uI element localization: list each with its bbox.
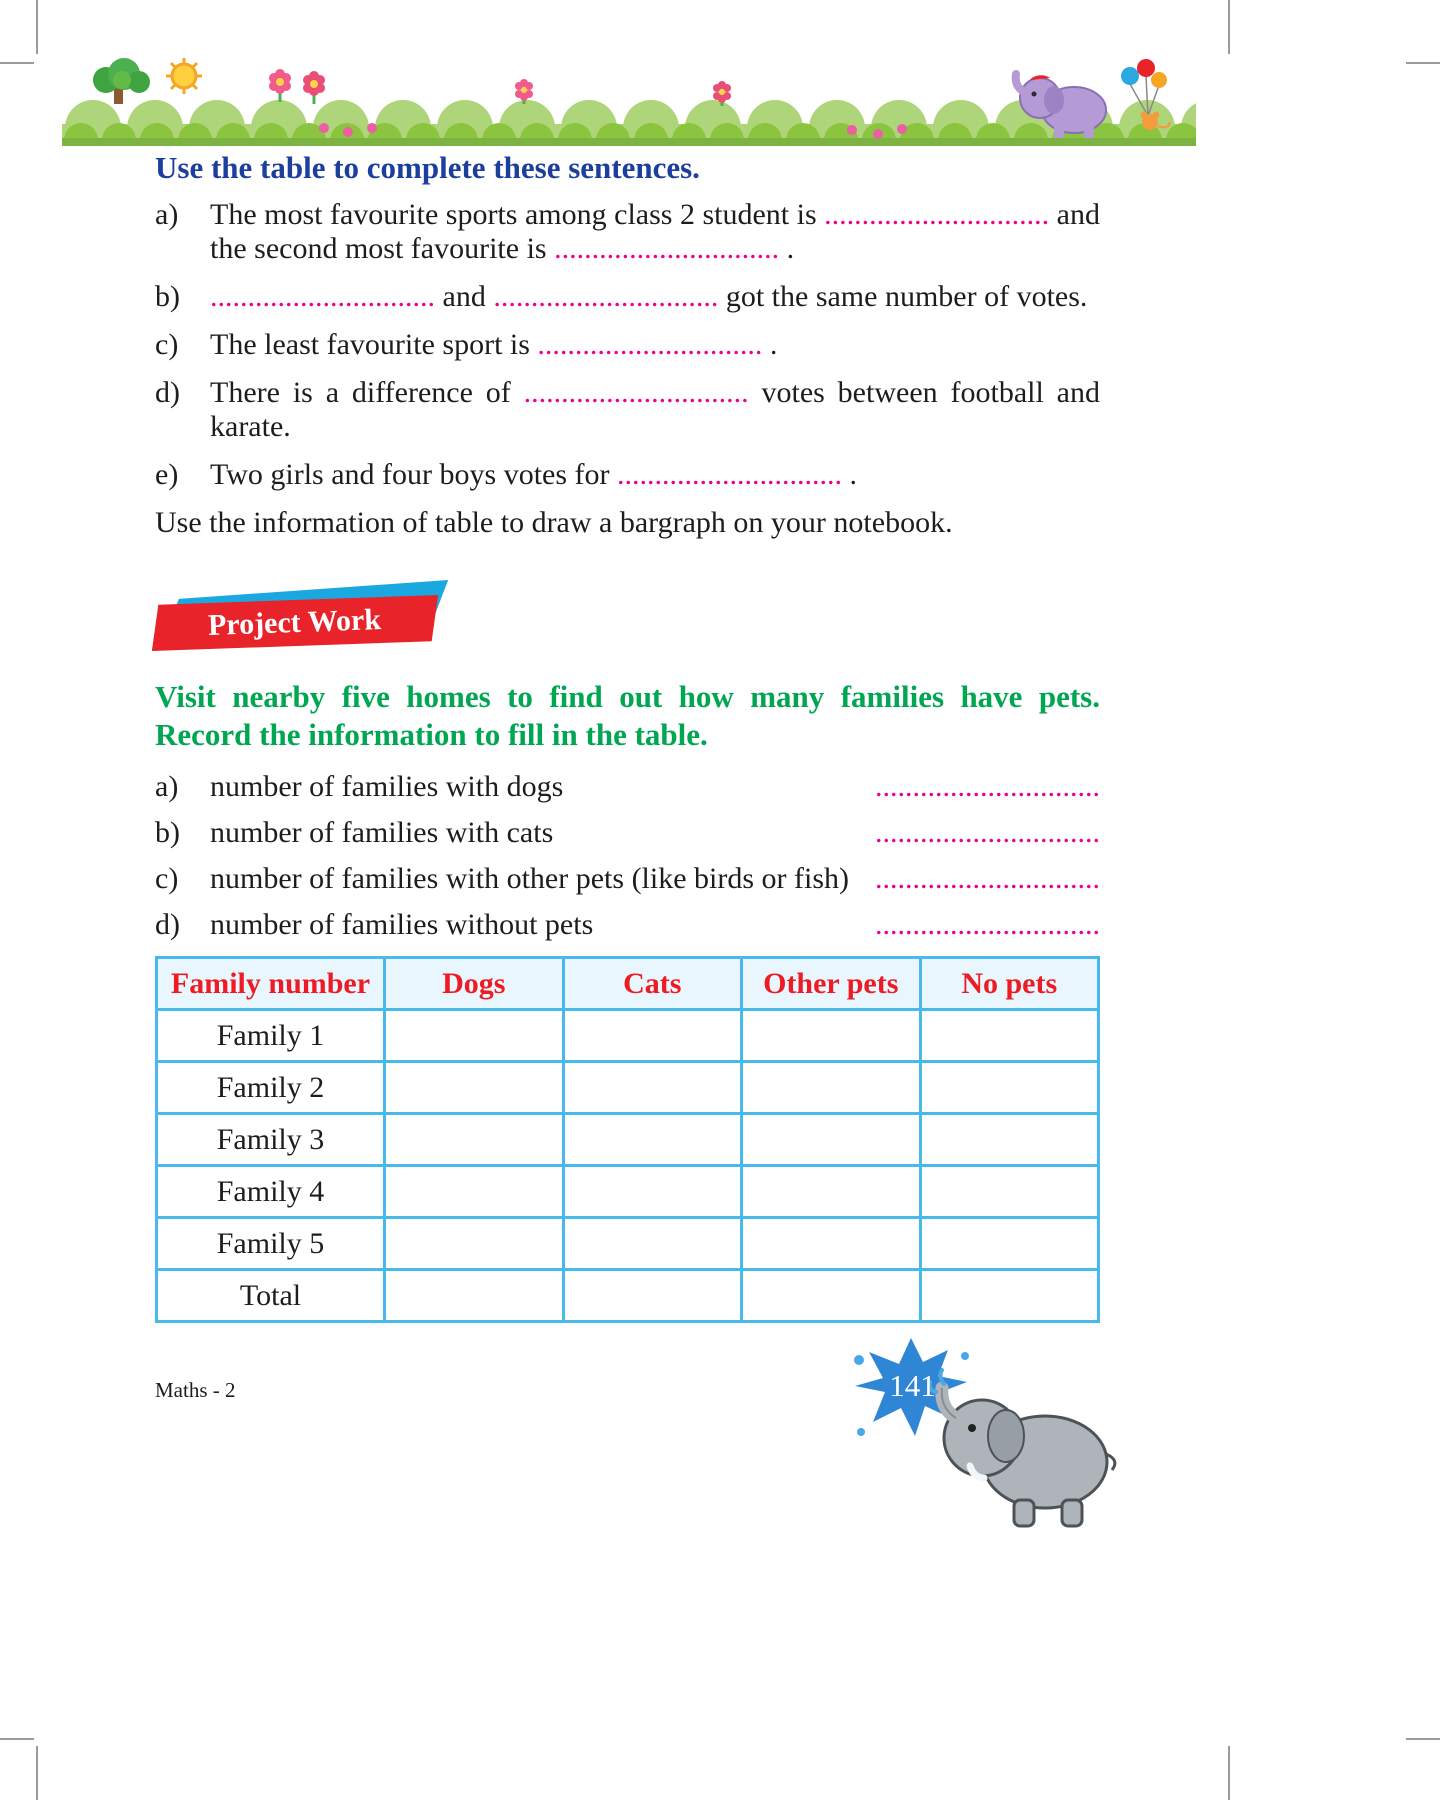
table-header-cell: Dogs bbox=[385, 958, 564, 1010]
bargraph-note: Use the information of table to draw a bargraph on your notebook. bbox=[155, 506, 953, 539]
pets-item-d bbox=[155, 908, 1100, 942]
sentence-item-c bbox=[155, 328, 1100, 362]
empty-cell bbox=[742, 1218, 921, 1270]
pets-question-list bbox=[155, 770, 1100, 942]
book-label: Maths - 2 bbox=[155, 1378, 236, 1402]
item-letter: a) bbox=[155, 198, 179, 231]
empty-cell bbox=[563, 1114, 742, 1166]
item-letter: b) bbox=[155, 816, 180, 849]
item-letter: a) bbox=[155, 770, 179, 803]
item-letter: d) bbox=[155, 376, 180, 409]
empty-cell bbox=[742, 1270, 921, 1322]
empty-cell bbox=[563, 1062, 742, 1114]
crop-mark bbox=[0, 1738, 34, 1740]
item-text: number of families with dogs bbox=[210, 770, 564, 803]
empty-cell bbox=[563, 1166, 742, 1218]
text-fragment: and the second most favourite is bbox=[210, 198, 1100, 265]
table-header-cell: No pets bbox=[920, 958, 1099, 1010]
blank-line: .............................. bbox=[537, 328, 763, 361]
text-fragment: votes between football and karate. bbox=[210, 376, 1100, 443]
empty-cell bbox=[920, 1218, 1099, 1270]
text-fragment: got the same number of votes. bbox=[718, 280, 1088, 313]
text-fragment: . bbox=[779, 232, 795, 265]
item-letter: c) bbox=[155, 328, 179, 361]
crop-mark bbox=[1406, 1738, 1440, 1740]
text-fragment: The most favourite sports among class 2 student is bbox=[210, 198, 825, 231]
empty-cell bbox=[742, 1166, 921, 1218]
project-instruction: Visit nearby five homes to find out how many families have pets. Record the information to fill in the table. bbox=[155, 679, 1100, 752]
empty-cell bbox=[385, 1166, 564, 1218]
table-row bbox=[157, 1166, 1099, 1218]
table-header-row bbox=[157, 958, 1099, 1010]
section-heading: Use the table to complete these sentences. bbox=[155, 150, 700, 185]
item-text bbox=[210, 198, 1100, 266]
item-text bbox=[210, 328, 1100, 362]
blank-line: .............................. bbox=[875, 770, 1100, 803]
pets-item-b bbox=[155, 816, 1100, 850]
empty-cell bbox=[742, 1114, 921, 1166]
page-number: 141 bbox=[889, 1368, 936, 1403]
text-fragment: and bbox=[435, 280, 494, 313]
sentence-item-b bbox=[155, 280, 1100, 314]
empty-cell bbox=[385, 1270, 564, 1322]
empty-cell bbox=[920, 1166, 1099, 1218]
row-label-cell: Family 4 bbox=[157, 1166, 385, 1218]
row-label-cell: Total bbox=[157, 1270, 385, 1322]
footer-elephant-illustration bbox=[930, 1362, 1120, 1532]
header-banner-illustration bbox=[62, 58, 1196, 146]
table-row bbox=[157, 1114, 1099, 1166]
empty-cell bbox=[920, 1114, 1099, 1166]
empty-cell bbox=[920, 1062, 1099, 1114]
empty-cell bbox=[563, 1270, 742, 1322]
row-label-cell: Family 1 bbox=[157, 1010, 385, 1062]
crop-mark bbox=[36, 1746, 38, 1800]
table-header-cell: Cats bbox=[563, 958, 742, 1010]
crop-mark bbox=[0, 62, 34, 64]
empty-cell bbox=[385, 1114, 564, 1166]
crop-mark bbox=[36, 0, 38, 54]
item-letter: e) bbox=[155, 458, 179, 491]
elephant-icon bbox=[930, 1370, 1115, 1526]
blank-line: .............................. bbox=[210, 280, 435, 313]
empty-cell bbox=[920, 1010, 1099, 1062]
pets-item-a bbox=[155, 770, 1100, 804]
project-work-ribbon bbox=[155, 590, 495, 652]
item-text bbox=[210, 376, 1100, 444]
table-row bbox=[157, 1010, 1099, 1062]
blank-line: .............................. bbox=[875, 862, 1100, 895]
pets-table-head bbox=[157, 958, 1099, 1010]
blank-line: .............................. bbox=[617, 458, 843, 491]
blank-line: .............................. bbox=[493, 280, 719, 313]
table-row bbox=[157, 1218, 1099, 1270]
item-letter: c) bbox=[155, 862, 179, 895]
empty-cell bbox=[563, 1218, 742, 1270]
table-row bbox=[157, 1062, 1099, 1114]
sentence-item-e bbox=[155, 458, 1100, 492]
row-label-cell: Family 5 bbox=[157, 1218, 385, 1270]
row-label-cell: Family 2 bbox=[157, 1062, 385, 1114]
row-label-cell: Family 3 bbox=[157, 1114, 385, 1166]
item-text: number of families without pets bbox=[210, 908, 594, 941]
text-fragment: . bbox=[842, 458, 858, 491]
text-fragment: Two girls and four boys votes for bbox=[210, 458, 618, 491]
blank-line: .............................. bbox=[875, 908, 1100, 941]
sentence-item-d bbox=[155, 376, 1100, 444]
table-header-cell: Family number bbox=[157, 958, 385, 1010]
empty-cell bbox=[742, 1010, 921, 1062]
text-fragment: The least favourite sport is bbox=[210, 328, 538, 361]
text-fragment: There is a difference of bbox=[210, 376, 524, 409]
banner-tree-icon bbox=[93, 58, 150, 104]
empty-cell bbox=[920, 1270, 1099, 1322]
blank-line: .............................. bbox=[875, 816, 1100, 849]
pets-item-c bbox=[155, 862, 1100, 896]
item-text: number of families with other pets (like birds or fish) bbox=[210, 862, 850, 895]
empty-cell bbox=[385, 1218, 564, 1270]
blank-line: .............................. bbox=[824, 198, 1050, 231]
empty-cell bbox=[742, 1062, 921, 1114]
ribbon-red-banner bbox=[152, 595, 438, 651]
crop-mark bbox=[1228, 1746, 1230, 1800]
banner-flowers-icon bbox=[269, 69, 325, 104]
item-text: number of families with cats bbox=[210, 816, 554, 849]
table-row bbox=[157, 1270, 1099, 1322]
crop-mark bbox=[1228, 0, 1230, 54]
main-content bbox=[155, 150, 1100, 1323]
item-text bbox=[210, 280, 1100, 314]
sentence-item-a bbox=[155, 198, 1100, 266]
sentence-list bbox=[155, 198, 1100, 492]
pets-table-body bbox=[157, 1010, 1099, 1322]
item-text bbox=[210, 458, 1100, 492]
item-letter: b) bbox=[155, 280, 180, 313]
crop-mark bbox=[1406, 62, 1440, 64]
ribbon-label: Project Work bbox=[207, 602, 383, 643]
empty-cell bbox=[385, 1062, 564, 1114]
blank-line: .............................. bbox=[523, 376, 749, 409]
empty-cell bbox=[385, 1010, 564, 1062]
pets-table bbox=[155, 956, 1100, 1323]
banner-sun-icon bbox=[166, 58, 202, 94]
empty-cell bbox=[563, 1010, 742, 1062]
item-letter: d) bbox=[155, 908, 180, 941]
blank-line: .............................. bbox=[554, 232, 780, 265]
text-fragment: . bbox=[762, 328, 778, 361]
table-header-cell: Other pets bbox=[742, 958, 921, 1010]
